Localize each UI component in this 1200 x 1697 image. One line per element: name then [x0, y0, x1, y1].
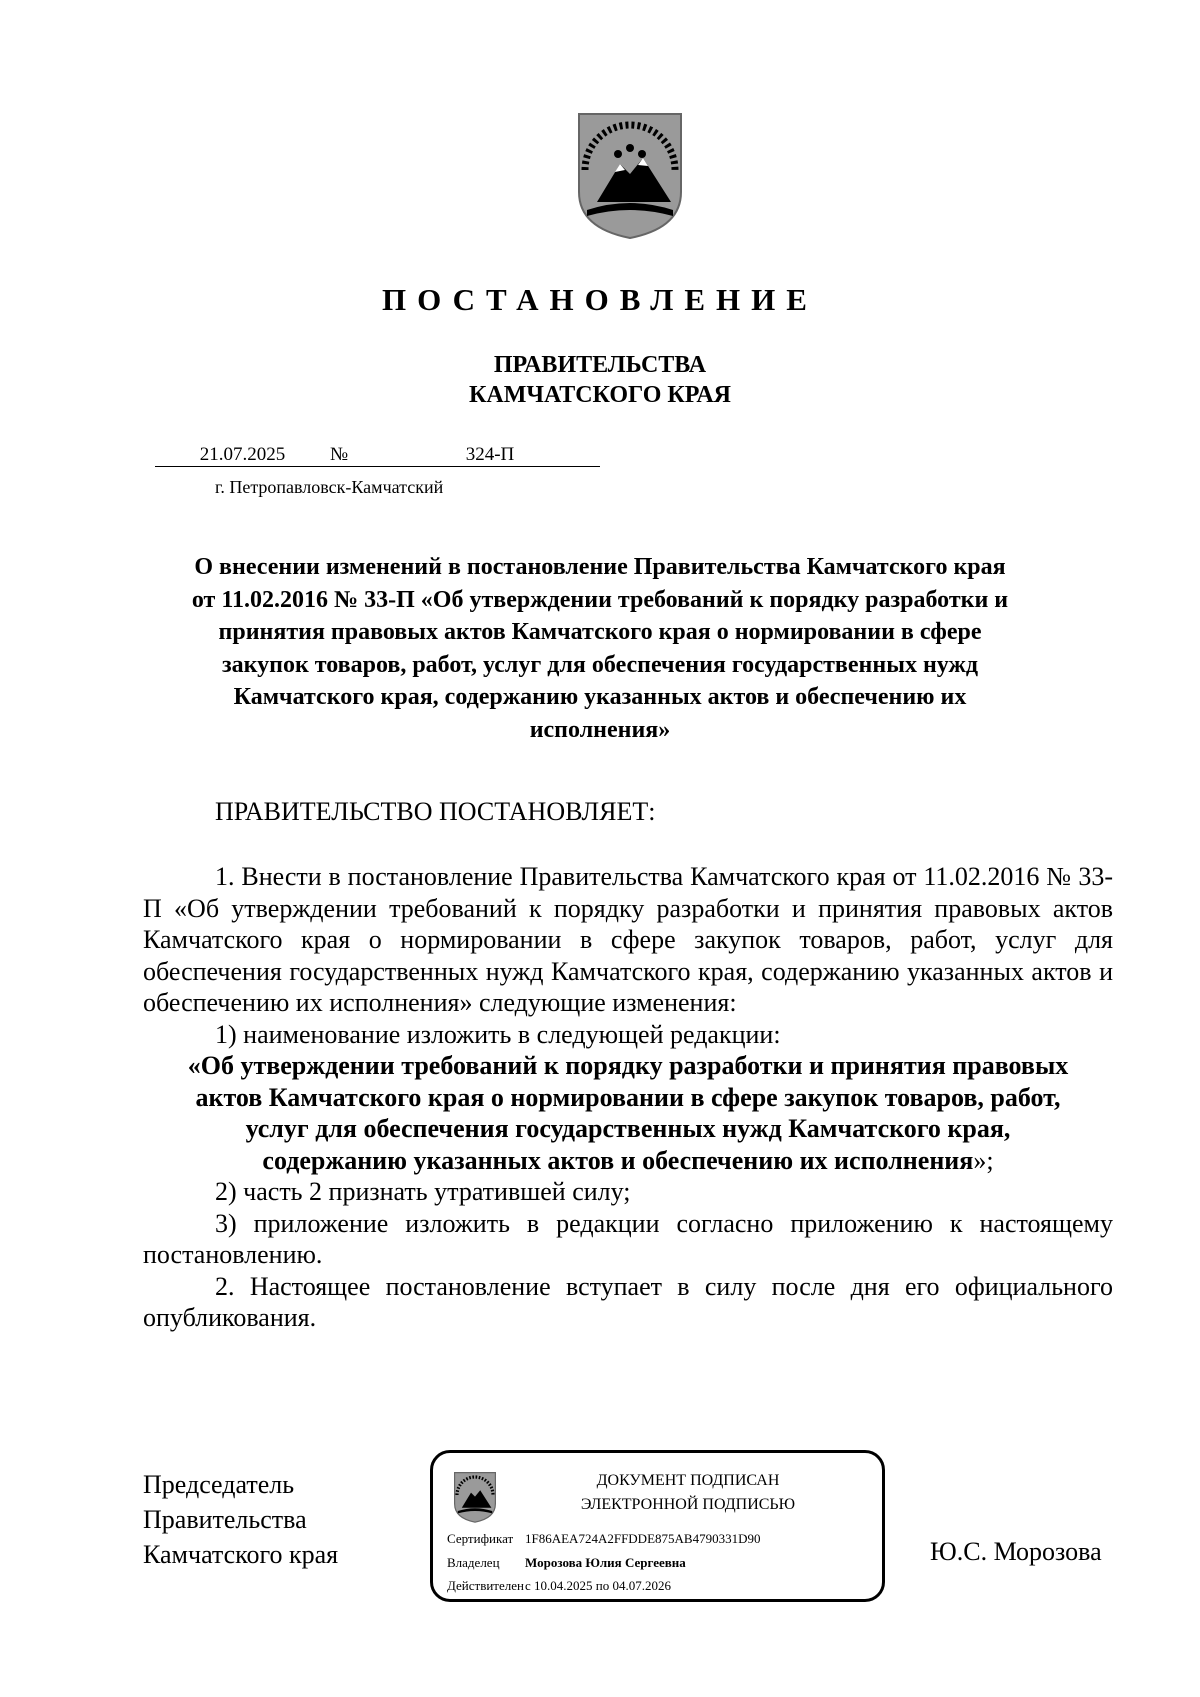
date-number-line [155, 444, 600, 467]
paragraph-item-2: 2) часть 2 признать утратившей силу; [215, 1177, 631, 1206]
issuer-line-2: КАМЧАТСКОГО КРАЯ [468, 382, 732, 408]
document-type-title: ПОСТАНОВЛЕНИЕ [382, 282, 818, 317]
heading-line: принятия правовых актов Камчатского края о нормировании в сфере [218, 619, 982, 645]
valid-label: Действителен [447, 1578, 524, 1593]
position-line: Камчатского края [143, 1540, 339, 1569]
stamp-certificate-row [447, 1531, 760, 1547]
signatory-name: Ю.С. Морозова [930, 1537, 1102, 1566]
heading-line: исполнения» [529, 716, 671, 743]
document-date: 21.07.2025 [155, 444, 330, 467]
heading-line: Камчатского края, содержанию указанных актов и обеспечению их [233, 684, 967, 710]
heading-line: от 11.02.2016 № 33-П «Об утверждении требований к порядку разработки и [191, 586, 1009, 613]
stamp-line-1: ДОКУМЕНТ ПОДПИСАН [596, 1472, 780, 1489]
cert-label: Сертификат [447, 1531, 514, 1546]
paragraph-item-3: 3) приложение изложить в редакции согласно приложению к настоящему постановлению. [143, 1208, 1113, 1269]
new-title-quote [143, 1050, 1113, 1176]
valid-value: с 10.04.2025 по 04.07.2026 [525, 1578, 671, 1593]
position-line: Правительства [143, 1505, 307, 1534]
quote-line: услуг для обеспечения государственных нужд Камчатского края, [245, 1114, 1011, 1143]
issuer-line-1: ПРАВИТЕЛЬСТВА [493, 352, 707, 378]
coat-of-arms-emblem [575, 110, 685, 240]
document-number: 324-П [380, 444, 600, 467]
stamp-line-2: ЭЛЕКТРОННОЙ ПОДПИСЬЮ [580, 1496, 796, 1513]
stamp-emblem-icon [453, 1471, 497, 1523]
paragraph-2: 2. Настоящее постановление вступает в силу после дня его официального опубликования. [143, 1271, 1113, 1332]
owner-value: Морозова Юлия Сергеевна [525, 1555, 686, 1570]
city-name: г. Петропавловск-Камчатский [215, 477, 444, 497]
owner-label: Владелец [447, 1555, 500, 1570]
electronic-signature-stamp [430, 1450, 885, 1602]
cert-value: 1F86AEA724A2FFDDE875AB4790331D90 [525, 1531, 761, 1546]
stamp-heading [508, 1469, 868, 1517]
number-sign: № [330, 444, 380, 467]
paragraph-1: 1. Внести в постановление Правительства Камчатского края от 11.02.2016 № 33-П «Об утверждении требований к порядку разработки и принятия правовых актов Камчатского края о нормировании в сфере закупок товаров, работ, услуг для обеспечения государственных нужд Камчатского края, содержанию указанных актов и обеспечению их исполнения» следующие изменения: [143, 862, 1113, 1017]
quote-line: «Об утверждении требований к порядку разработки и принятия правовых [187, 1051, 1069, 1080]
signatory-position [143, 1467, 338, 1572]
decree-phrase: ПРАВИТЕЛЬСТВО ПОСТАНОВЛЯЕТ: [215, 797, 656, 826]
paragraph-item-1: 1) наименование изложить в следующей редакции: [215, 1019, 781, 1049]
position-line: Председатель [143, 1470, 295, 1499]
quote-line: актов Камчатского края о нормировании в сфере закупок товаров, работ, [195, 1082, 1061, 1112]
quote-line: содержанию указанных актов и обеспечению их исполнения [262, 1145, 974, 1175]
document-heading [130, 551, 1070, 746]
quote-tail: »; [973, 1145, 994, 1175]
issuer-name [0, 350, 1200, 410]
stamp-owner-row [447, 1555, 686, 1571]
heading-line: закупок товаров, работ, услуг для обеспечения государственных нужд [221, 651, 978, 678]
document-body [143, 861, 1113, 1334]
heading-line: О внесении изменений в постановление Правительства Камчатского края [194, 554, 1006, 580]
stamp-validity-row [447, 1578, 671, 1594]
